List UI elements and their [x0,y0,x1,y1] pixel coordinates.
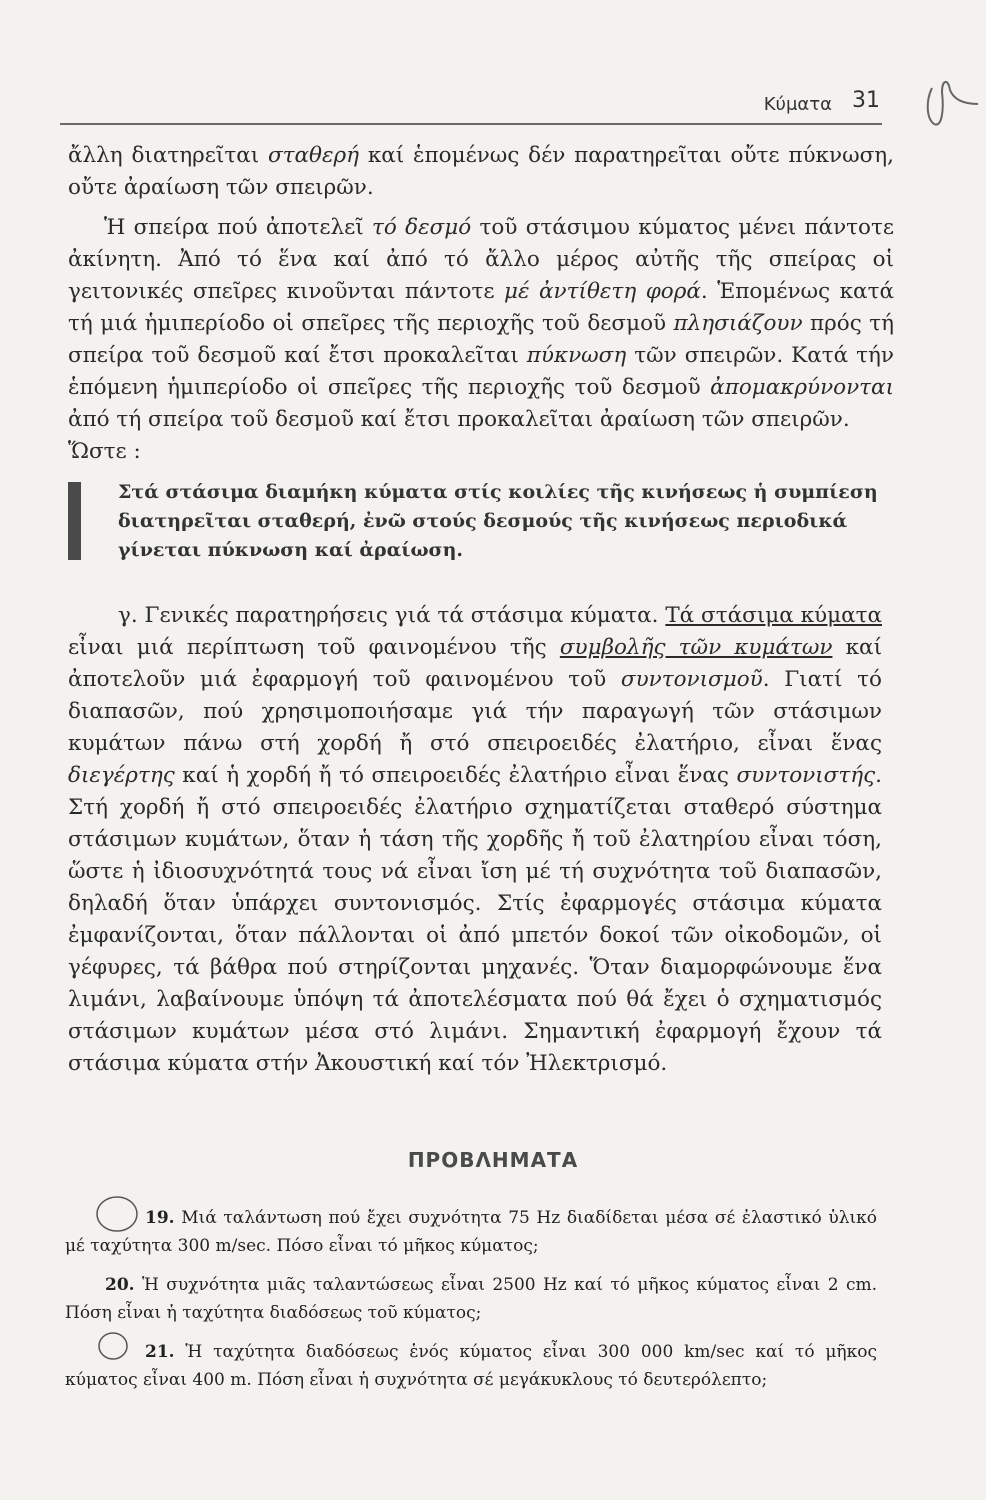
body-text [68,140,894,468]
running-title: Κύματα [763,94,832,115]
section-heading: γ. Γενικές παρατηρήσεις γιά τά στάσιμα κύματα. [118,603,659,628]
page-number: 31 [852,88,880,113]
problem-number: 20. [105,1275,135,1295]
problem-item: 21. Ἡ ταχύτητα διαδόσεως ἑνός κύματος εἶναι 300 000 km/sec καί τό μῆκος κύματος εἶναι 400 m. Πόση εἶναι ἡ συχνότητα σέ μεγάκυκλους τό δευτερόλεπτο; [65,1338,877,1394]
paragraph-so: Ὥστε : [68,439,141,464]
summary-text: Στά στάσιμα διαμήκη κύματα στίς κοιλίες τῆς κινήσεως ἡ συμπίεση διατηρεῖται σταθερή, ἐνῶ στούς δεσμούς τῆς κινήσεως περιοδικά γίνεται πύκνωση καί ἀραίωση. [118,481,878,561]
header-rule [60,123,882,125]
section-general-remarks: γ. Γενικές παρατηρήσεις γιά τά στάσιμα κύματα. Τά στάσιμα κύματα εἶναι μιά περίπτωση τοῦ φαινομένου τῆς συμβολῆς τῶν κυμάτων καί ἀποτελοῦν μιά ἐφαρμογή τοῦ φαινομένου τοῦ συντονισμοῦ. Γιατί τό διαπασῶν, πού χρησιμοποιήσαμε γιά τήν παραγωγή τῶν στάσιμων κυμάτων πάνω στή χορδή ἤ στό σπειροειδές ἐλατήριο, εἶναι ἕνας διεγέρτης καί ἡ χορδή ἤ τό σπειροειδές ἐλατήριο εἶναι ἕνας συντονιστής. Στή χορδή ἤ στό σπειροειδές ἐλατήριο σχηματίζεται σταθερό σύστημα στάσιμων κυμάτων, ὅταν ἡ τάση τῆς χορδῆς ἤ τοῦ ἐλατηρίου εἶναι τόση, ὥστε ἡ ἰδιοσυχνότητά τους νά εἶναι ἴση μέ τή συχνότητα τοῦ διαπασῶν, δηλαδή ὅταν ὑπάρχει συντονισμός. Στίς ἐφαρμογές στάσιμα κύματα ἐμφανίζονται, ὅταν πάλλονται οἱ ἀπό μπετόν δοκοί τῶν οἰκοδομῶν, οἱ γέφυρες, τά βάθρα πού στηρίζονται μηχανές. Ὅταν διαμορφώνουμε ἕνα λιμάνι, λαβαίνουμε ὑπόψη τά ἀποτελέσματα πού θά ἔχει ὁ σχηματισμός στάσιμων κυμάτων μέσα στό λιμάνι. Σημαντική ἐφαρμογή ἔχουν τά στάσιμα κύματα στήν Ἀκουστική καί τόν Ἠλεκτρισμό. [68,603,882,1076]
summary-box [68,478,894,568]
circle-mark-icon [93,1192,143,1236]
problems-heading: ΠΡΟΒΛΗΜΑΤΑ [407,1148,579,1172]
problems-list [65,1204,877,1405]
page-header [60,88,880,128]
problem-item: 20. Ἡ συχνότητα μιᾶς ταλαντώσεως εἶναι 2500 Hz καί τό μῆκος κύματος εἶναι 2 cm. Πόση εἶναι ἡ ταχύτητα διαδόσεως τοῦ κύματος; [65,1275,878,1323]
paragraph-1: ἄλλη διατηρεῖται σταθερή καί ἑπομένως δέν παρατηρεῖται οὔτε πύκνωση, οὔτε ἀραίωση τῶν σπειρῶν. [68,143,894,200]
handwritten-checkmark [920,70,980,140]
paragraph-2: Ἡ σπείρα πού ἀποτελεῖ τό δεσμό τοῦ στάσιμου κύματος μένει πάντοτε ἀκίνητη. Ἀπό τό ἕνα καί ἀπό τό ἄλλο μέρος αὐτῆς τῆς σπείρας οἱ γειτονικές σπεῖρες κινοῦνται πάντοτε μέ ἀντίθετη φορά. Ἑπομένως κατά τή μιά ἡμιπερίοδο οἱ σπεῖρες τῆς περιοχῆς τοῦ δεσμοῦ πλησιάζουν πρός τή σπείρα τοῦ δεσμοῦ καί ἔτσι προκαλεῖται πύκνωση τῶν σπειρῶν. Κατά τήν ἑπόμενη ἡμιπερίοδο οἱ σπεῖρες τῆς περιοχῆς τοῦ δεσμοῦ ἀπομακρύνονται ἀπό τή σπείρα τοῦ δεσμοῦ καί ἔτσι προκαλεῖται ἀραίωση τῶν σπειρῶν. [68,215,895,432]
problem-item: 19. Μιά ταλάντωση πού ἔχει συχνότητα 75 Hz διαδίδεται μέσα σέ ἐλαστικό ὑλικό μέ ταχύτητα 300 m/sec. Πόσο εἶναι τό μῆκος κύματος; [65,1204,877,1260]
problem-number: 19. [105,1204,175,1232]
problem-number: 21. [105,1338,175,1366]
summary-bar [68,482,81,560]
circle-mark-icon [93,1326,133,1366]
